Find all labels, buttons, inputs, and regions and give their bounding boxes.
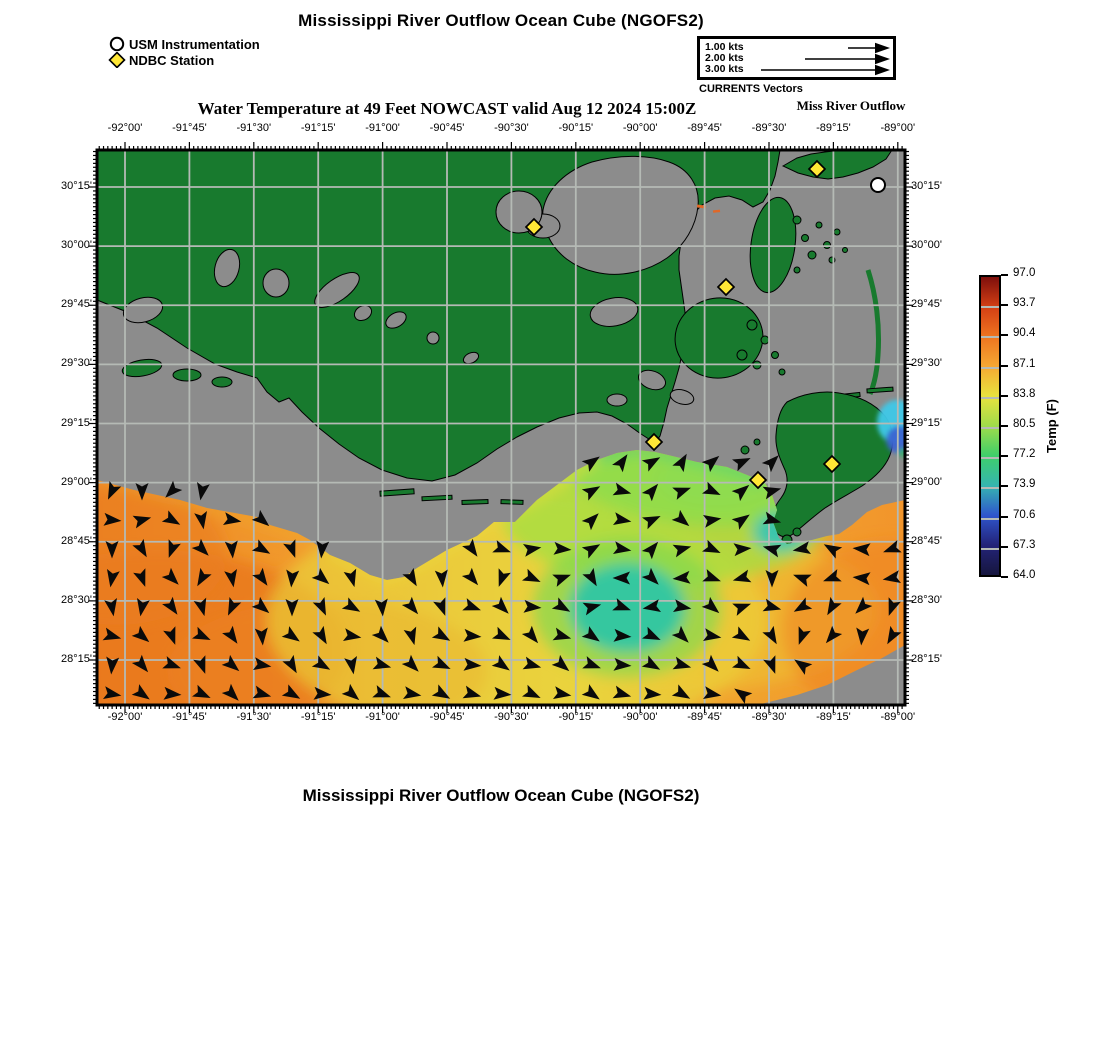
colorbar bbox=[979, 275, 1001, 577]
x-axis-label: -89°30' bbox=[751, 711, 787, 723]
y-axis-label: 30°15' bbox=[911, 180, 942, 192]
x-axis-label: -90°15' bbox=[558, 711, 594, 723]
map-area bbox=[77, 130, 925, 725]
x-axis-label: -89°30' bbox=[751, 122, 787, 134]
x-axis-label: -91°00' bbox=[365, 122, 400, 134]
y-axis-label: 29°00' bbox=[61, 475, 92, 488]
vector-key-caption: CURRENTS Vectors bbox=[699, 83, 803, 95]
marker-legend bbox=[108, 36, 260, 68]
colorbar-tick-line bbox=[981, 518, 999, 520]
x-axis-label: -89°15' bbox=[816, 711, 851, 723]
y-axis-label: 29°00' bbox=[911, 475, 942, 488]
colorbar-tick-label: 77.2 bbox=[1013, 448, 1036, 461]
colorbar-tick-label: 80.5 bbox=[1013, 418, 1036, 430]
y-axis-label: 28°30' bbox=[911, 593, 942, 606]
x-axis-label: -90°45' bbox=[429, 711, 465, 723]
map-canvas bbox=[77, 130, 925, 725]
colorbar-tick-mark bbox=[1001, 516, 1008, 518]
y-axis-label: 30°00' bbox=[61, 239, 92, 252]
x-axis-label: -89°15' bbox=[816, 122, 851, 134]
colorbar-tick-mark bbox=[1001, 395, 1008, 397]
y-axis-label: 28°45' bbox=[911, 534, 942, 547]
colorbar-tick-mark bbox=[1001, 546, 1008, 548]
colorbar-tick-label: 90.4 bbox=[1013, 327, 1036, 340]
x-axis-label: -91°15' bbox=[300, 711, 336, 723]
colorbar-tick-label: 67.3 bbox=[1013, 538, 1036, 551]
legend-label-ndbc: NDBC Station bbox=[129, 52, 215, 68]
x-axis-label: -91°30' bbox=[236, 711, 272, 723]
colorbar-tick-label: 97.0 bbox=[1013, 267, 1036, 279]
colorbar-tick-label: 73.9 bbox=[1013, 478, 1036, 491]
x-axis-label: -92°00' bbox=[107, 122, 143, 134]
page-title: Mississippi River Outflow Ocean Cube (NGOFS2) bbox=[298, 11, 704, 30]
x-axis-label: -89°00' bbox=[880, 711, 916, 723]
colorbar-tick-label: 64.0 bbox=[1013, 569, 1036, 581]
x-axis-label: -90°45' bbox=[429, 122, 465, 134]
usm-circle-icon bbox=[108, 36, 126, 52]
x-axis-label: -91°45' bbox=[172, 711, 207, 723]
vector-key-label: 3.00 kts bbox=[705, 63, 744, 75]
plot-subtitle: Water Temperature at 49 Feet NOWCAST valid Aug 12 2024 15:00Z bbox=[197, 99, 697, 118]
colorbar-tick-line bbox=[981, 427, 999, 429]
colorbar-tick-label: 83.8 bbox=[1013, 387, 1036, 400]
colorbar-tick-mark bbox=[1001, 274, 1008, 276]
colorbar-tick-line bbox=[981, 487, 999, 489]
x-axis-label: -90°00' bbox=[622, 711, 658, 723]
x-axis-label: -91°00' bbox=[365, 711, 400, 723]
y-axis-label: 28°45' bbox=[61, 534, 92, 547]
y-axis-label: 28°30' bbox=[61, 593, 92, 606]
colorbar-tick-mark bbox=[1001, 425, 1008, 427]
x-axis-label: -91°30' bbox=[236, 122, 272, 134]
y-axis-label: 28°15' bbox=[911, 653, 942, 665]
currents-vector-key bbox=[697, 36, 896, 80]
x-axis-label: -90°00' bbox=[622, 122, 658, 134]
y-axis-label: 29°45' bbox=[61, 298, 92, 311]
colorbar-tick-line bbox=[981, 548, 999, 550]
vector-key-label: 2.00 kts bbox=[705, 52, 744, 64]
x-axis-label: -92°00' bbox=[107, 711, 143, 723]
ndbc-diamond-icon bbox=[108, 52, 126, 68]
footer-title: Mississippi River Outflow Ocean Cube (NGOFS2) bbox=[302, 786, 700, 805]
legend-item-ndbc bbox=[108, 52, 260, 68]
colorbar-tick-label: 93.7 bbox=[1013, 297, 1036, 310]
region-label: Miss River Outflow bbox=[796, 98, 906, 113]
y-axis-label: 30°15' bbox=[61, 180, 92, 192]
legend-item-usm bbox=[108, 36, 260, 52]
colorbar-tick-line bbox=[981, 397, 999, 399]
x-axis-label: -90°30' bbox=[494, 122, 529, 134]
y-axis-label: 30°00' bbox=[911, 239, 942, 252]
colorbar-tick-line bbox=[981, 457, 999, 459]
colorbar-tick-mark bbox=[1001, 455, 1008, 457]
colorbar-tick-mark bbox=[1001, 576, 1008, 578]
colorbar-tick-line bbox=[981, 306, 999, 308]
legend-label-usm: USM Instrumentation bbox=[129, 36, 260, 52]
y-axis-label: 29°30' bbox=[61, 357, 92, 370]
y-axis-label: 29°45' bbox=[911, 298, 942, 311]
y-axis-label: 29°15' bbox=[61, 416, 92, 429]
y-axis-label: 28°15' bbox=[61, 653, 92, 665]
x-axis-label: -89°00' bbox=[880, 122, 916, 134]
vector-key-label: 1.00 kts bbox=[705, 41, 744, 53]
colorbar-tick-label: 87.1 bbox=[1013, 357, 1036, 370]
colorbar-title: Temp (F) bbox=[1044, 399, 1059, 453]
colorbar-tick-line bbox=[981, 367, 999, 369]
colorbar-tick-mark bbox=[1001, 365, 1008, 367]
x-axis-label: -91°45' bbox=[172, 122, 207, 134]
x-axis-label: -89°45' bbox=[687, 711, 722, 723]
colorbar-tick-line bbox=[981, 336, 999, 338]
x-axis-label: -91°15' bbox=[300, 122, 336, 134]
colorbar-tick-mark bbox=[1001, 485, 1008, 487]
y-axis-label: 29°15' bbox=[911, 416, 942, 429]
colorbar-tick-label: 70.6 bbox=[1013, 508, 1036, 521]
x-axis-label: -90°30' bbox=[494, 711, 529, 723]
colorbar-tick-mark bbox=[1001, 304, 1008, 306]
x-axis-label: -89°45' bbox=[687, 122, 722, 134]
x-axis-label: -90°15' bbox=[558, 122, 594, 134]
usm-instrumentation-marker bbox=[871, 178, 885, 192]
y-axis-label: 29°30' bbox=[911, 357, 942, 370]
colorbar-tick-mark bbox=[1001, 334, 1008, 336]
